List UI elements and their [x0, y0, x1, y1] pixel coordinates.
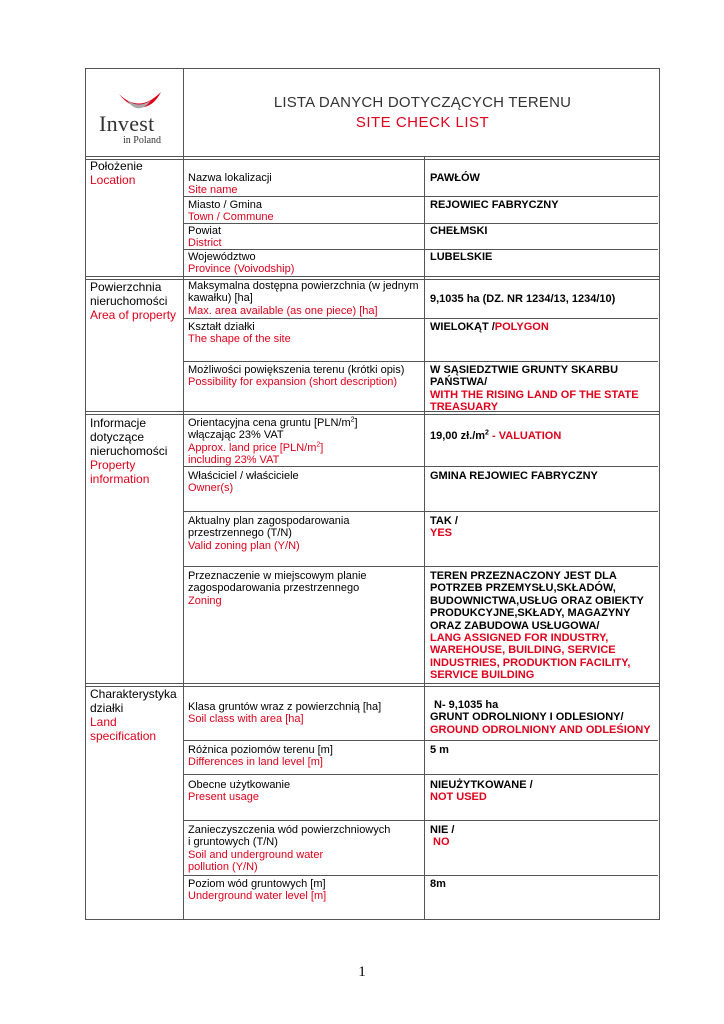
superscript: 2	[350, 416, 355, 424]
label-en: Site name	[188, 184, 238, 197]
value-en: LANG ASSIGNED FOR INDUSTRY,	[430, 632, 609, 645]
town-label	[188, 199, 274, 224]
value-en: SERVICE BUILDING	[430, 669, 535, 682]
header-divider	[183, 68, 184, 157]
value-pl: 19,00 zł./m	[430, 430, 486, 442]
value-en: NO	[433, 836, 450, 849]
value-en: YES	[430, 527, 453, 540]
row-divider	[184, 875, 658, 876]
soil-class-label	[188, 701, 381, 726]
value-column-divider	[424, 157, 425, 919]
value-en: POLYGON	[494, 321, 549, 333]
label-pl: Różnica poziomów terenu [m]	[188, 744, 333, 756]
value-pl: TAK /	[430, 515, 458, 527]
category-label-pl: dotyczące	[90, 430, 145, 444]
superscript: 2	[316, 441, 321, 449]
owner-label	[188, 470, 299, 495]
value-pl: W SĄSIEDZTWIE GRUNTY SKARBU	[430, 364, 619, 376]
province-value: LUBELSKIE	[430, 251, 493, 263]
category-label-pl: Informacje	[90, 416, 147, 430]
logo-main-text: Invest	[99, 111, 155, 136]
category-label-en: Property	[90, 458, 136, 472]
label-en: Present usage	[188, 791, 259, 804]
owner-value: GMINA REJOWIEC FABRYCZNY	[430, 470, 598, 482]
site-name-value: PAWŁÓW	[430, 172, 480, 184]
price-label	[188, 417, 358, 467]
value-pl: N- 9,1035 ha	[434, 699, 499, 711]
label-pl: Województwo	[188, 251, 256, 263]
label-pl	[188, 417, 358, 429]
label-en: Province (Voivodship)	[188, 263, 295, 276]
label-pl: zagospodarowania przestrzennego	[188, 582, 360, 595]
label-en: Possibility for expansion (short description)	[188, 376, 398, 389]
label-pl: Obecne użytkowanie	[188, 779, 291, 791]
value-en: INDUSTRIES, PRODUKTION FACILITY,	[430, 656, 631, 669]
label-pl: Nazwa lokalizacji	[188, 172, 272, 184]
row-divider	[184, 361, 658, 362]
label-en	[188, 442, 358, 454]
label-pl-text: Orientacyjna cena gruntu [PLN/m	[188, 417, 351, 429]
title-polish: LISTA DANYCH DOTYCZĄCYCH TERENU	[273, 94, 572, 111]
label-pl: Poziom wód gruntowych [m]	[188, 878, 326, 890]
label-en: The shape of the site	[188, 333, 291, 346]
label-en: Differences in land level [m]	[188, 756, 323, 769]
row-divider	[184, 511, 658, 512]
label-pl: Powiat	[188, 225, 222, 237]
label-pl: Klasa gruntów wraz z powierzchnią [ha]	[188, 701, 382, 713]
label-pl: kawałku) [ha]	[188, 292, 253, 305]
logo-sub-text: in Poland	[123, 135, 162, 146]
category-label-pl: Powierzchnia	[90, 280, 162, 294]
label-pl: Zanieczyszczenia wód powierzchniowych	[188, 824, 391, 836]
row-divider	[184, 566, 658, 567]
label-pl: przestrzennego (T/N)	[188, 527, 292, 540]
price-value	[430, 430, 561, 442]
usage-value	[430, 779, 533, 804]
value-pl: POTRZEB PRZEMYSŁU,SKŁADÓW,	[430, 582, 616, 595]
value-en: GROUND ODROLNIONY AND ODLEŚIONY	[430, 723, 651, 736]
category-label-en: Land	[90, 715, 117, 729]
label-pl: Maksymalna dostępna powierzchnia (w jednym	[188, 280, 419, 292]
district-value: CHEŁMSKI	[430, 225, 488, 237]
category-label-pl: działki	[90, 701, 124, 715]
category-property	[90, 416, 167, 486]
pollution-value	[430, 824, 454, 849]
label-pl: Kształt działki	[188, 321, 255, 333]
category-area	[90, 280, 176, 322]
label-en: District	[188, 237, 222, 250]
label-en: Underground water level [m]	[188, 890, 327, 903]
row-divider	[184, 820, 658, 821]
zoning-label	[188, 570, 367, 607]
shape-label	[188, 321, 291, 346]
site-check-list-table	[85, 68, 660, 920]
water-level-label	[188, 878, 326, 903]
category-location	[90, 159, 143, 187]
value-pl: NIEUŻYTKOWANE /	[430, 779, 533, 791]
row-divider	[184, 740, 658, 741]
header-bottom-line	[85, 156, 660, 160]
category-label-pl: nieruchomości	[90, 294, 168, 308]
value-pl: NIE /	[430, 824, 455, 836]
label-en: including 23% VAT	[188, 454, 280, 467]
soil-class-value	[430, 699, 651, 736]
label-pl: Aktualny plan zagospodarowania	[188, 515, 350, 527]
category-column-divider	[183, 157, 184, 919]
row-divider	[184, 249, 658, 250]
value-en: NOT USED	[430, 791, 487, 804]
label-en-text: Approx. land price [PLN/m	[188, 441, 317, 454]
row-divider	[184, 774, 658, 775]
category-label-en: Location	[90, 173, 136, 187]
usage-label	[188, 779, 290, 804]
value-en: - VALUATION	[488, 430, 562, 442]
label-en: Owner(s)	[188, 482, 234, 495]
label-en: Soil class with area [ha]	[188, 713, 304, 726]
label-en-text: ]	[320, 441, 324, 454]
expansion-value	[430, 364, 639, 414]
pollution-label	[188, 824, 390, 874]
value-pl: ORAZ ZABUDOWA USŁUGOWA/	[430, 619, 600, 632]
category-label-en: information	[90, 472, 150, 486]
label-en: Valid zoning plan (Y/N)	[188, 539, 300, 552]
site-name-label	[188, 172, 272, 197]
category-label-en: specification	[90, 729, 157, 743]
level-diff-label	[188, 744, 333, 769]
label-pl: Możliwości powiększenia terenu (krótki opis)	[188, 364, 405, 376]
page-number: 1	[358, 964, 366, 980]
superscript: 2	[485, 429, 489, 437]
expansion-label	[188, 364, 404, 389]
row-divider	[184, 318, 658, 319]
label-pl: Przeznaczenie w miejscowym planie	[188, 570, 367, 582]
label-pl: Właściciel / właściciele	[188, 470, 299, 482]
zoning-plan-value	[430, 515, 458, 540]
value-pl: TEREN PRZEZNACZONY JEST DLA	[430, 570, 617, 582]
value-en: WITH THE RISING LAND OF THE STATE	[430, 388, 639, 401]
max-area-label	[188, 280, 419, 317]
max-area-value: 9,1035 ha (DZ. NR 1234/13, 1234/10)	[430, 293, 616, 305]
label-en: Max. area available (as one piece) [ha]	[188, 304, 378, 317]
invest-in-poland-logo	[97, 82, 177, 144]
value-pl: BUDOWNICTWA,USŁUG ORAZ OBIEKTY	[430, 594, 644, 607]
value-en: TREASUARY	[430, 401, 499, 414]
zoning-value	[430, 570, 644, 682]
label-pl: włączając 23% VAT	[188, 429, 284, 442]
water-level-value: 8m	[430, 878, 446, 890]
district-label	[188, 225, 222, 250]
label-en: Town / Commune	[188, 211, 274, 224]
category-label-pl: Położenie	[90, 159, 143, 173]
label-en: Soil and underground water	[188, 848, 324, 861]
category-label-en: Area of property	[90, 308, 177, 322]
province-label	[188, 251, 294, 276]
value-pl: PRODUKCYJNE,SKŁADY, MAGAZYNY	[430, 607, 631, 620]
label-en: pollution (Y/N)	[188, 861, 258, 874]
title-english: SITE CHECK LIST	[355, 114, 490, 131]
value-en: WAREHOUSE, BUILDING, SERVICE	[430, 644, 616, 657]
category-label-pl: Charakterystyka	[90, 687, 177, 701]
label-pl-text: ]	[354, 417, 358, 429]
value-pl: WIELOKĄT /	[430, 321, 495, 333]
level-diff-value: 5 m	[430, 744, 449, 756]
label-pl: Miasto / Gmina	[188, 199, 262, 211]
label-en: Zoning	[188, 594, 222, 607]
category-label-pl: nieruchomości	[90, 444, 168, 458]
label-pl: i gruntowych (T/N)	[188, 836, 278, 849]
town-value: REJOWIEC FABRYCZNY	[430, 199, 559, 211]
category-land	[90, 687, 177, 743]
shape-value	[430, 321, 549, 333]
value-pl: GRUNT ODROLNIONY I ODLESIONY/	[430, 711, 624, 724]
zoning-plan-label	[188, 515, 349, 552]
value-pl: PAŃSTWA/	[430, 376, 488, 389]
